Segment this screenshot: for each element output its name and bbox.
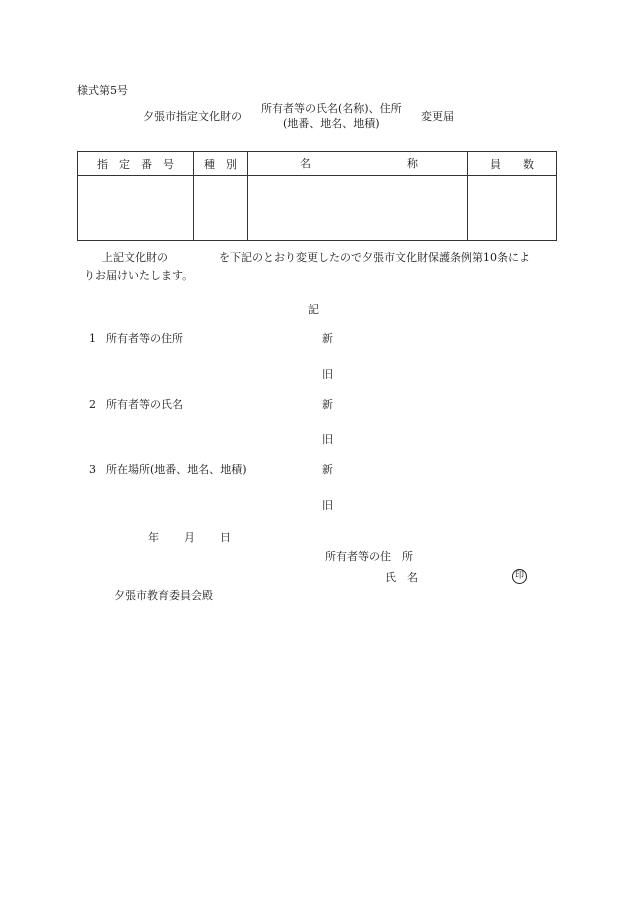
title-suffix: 変更届 xyxy=(421,110,454,123)
cell-name[interactable] xyxy=(248,176,468,241)
addressee: 夕張市教育委員会殿 xyxy=(114,589,213,602)
seal-text: 印 xyxy=(514,571,524,581)
date-year: 年 xyxy=(148,531,159,544)
item-1-new: 新 xyxy=(322,332,333,345)
item-1-label: 所有者等の住所 xyxy=(106,332,183,345)
header-designation-number: 指 定 番 号 xyxy=(78,152,194,176)
seal-mark xyxy=(512,569,527,584)
item-1-old: 旧 xyxy=(322,368,333,381)
cell-type[interactable] xyxy=(194,176,248,241)
item-2-label: 所有者等の氏名 xyxy=(106,398,183,411)
title-middle-line1: 所有者等の氏名(名称)、住所 xyxy=(261,102,402,115)
header-name-char1: 名 xyxy=(300,157,311,170)
item-2-old: 旧 xyxy=(322,433,333,446)
header-name xyxy=(248,152,468,176)
ki-label: 記 xyxy=(308,303,319,316)
title-middle-line2: (地番、地名、地積) xyxy=(283,117,380,130)
cell-count[interactable] xyxy=(468,176,557,241)
date-day: 日 xyxy=(220,531,231,544)
item-3-number: 3 xyxy=(89,463,96,476)
header-count: 員 数 xyxy=(468,152,557,176)
body-line1-part2: を下記のとおり変更したので夕張市文化財保護条例第10条によ xyxy=(219,251,530,264)
item-3-label: 所在場所(地番、地名、地積) xyxy=(106,463,247,476)
owner-name-label: 氏 名 xyxy=(385,571,418,584)
item-3-new: 新 xyxy=(322,463,333,476)
body-line1-part1: 上記文化財の xyxy=(102,251,168,264)
cell-designation-number[interactable] xyxy=(78,176,194,241)
date-month: 月 xyxy=(184,531,195,544)
body-line2: りお届けいたします。 xyxy=(84,269,194,282)
entries-table xyxy=(77,151,557,241)
form-number: 様式第5号 xyxy=(77,84,128,97)
item-3-old: 旧 xyxy=(322,499,333,512)
item-2-number: 2 xyxy=(89,398,96,411)
header-name-char2: 称 xyxy=(407,157,418,170)
item-2-new: 新 xyxy=(322,398,333,411)
owner-address-label: 所有者等の住 所 xyxy=(325,550,413,563)
table-row xyxy=(78,176,557,241)
table-header-row xyxy=(78,152,557,176)
header-type: 種 別 xyxy=(194,152,248,176)
item-1-number: 1 xyxy=(89,332,96,345)
title-prefix: 夕張市指定文化財の xyxy=(143,110,242,123)
